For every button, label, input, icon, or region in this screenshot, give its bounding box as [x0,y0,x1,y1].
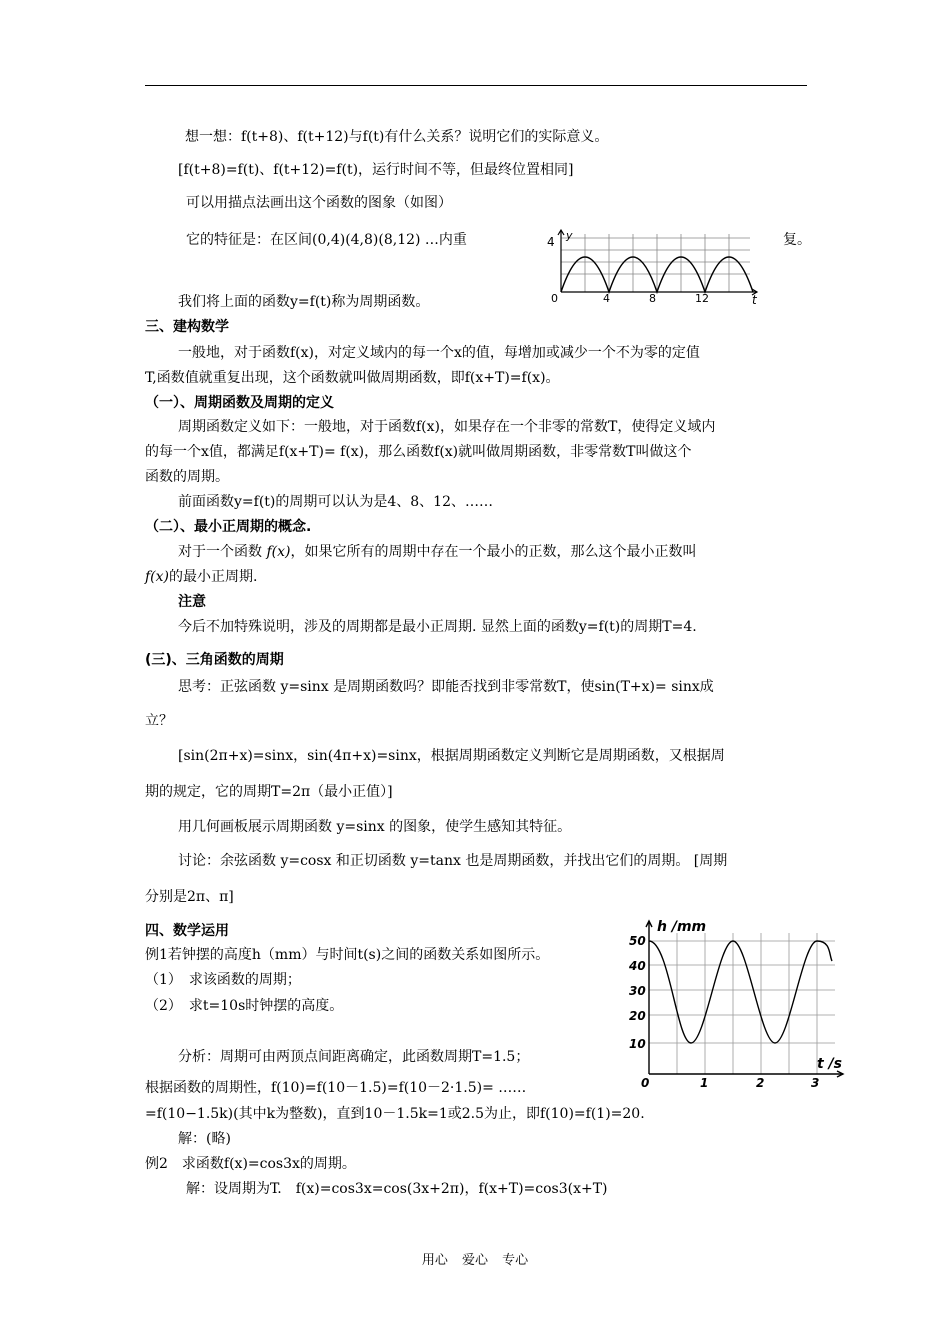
pendulum-y-tick-40: 40 [629,959,646,973]
footer-word-1: 用心 [421,1253,448,1268]
note-text: 今后不加特殊说明，涉及的周期都是最小正周期. 显然上面的函数y=f(t)的周期T=4. [178,619,697,635]
para1-line1: 一般地，对于函数f(x)，对定义域内的每一个x的值，每增加或减少一个不为零的定值 [178,345,700,361]
section-heading-3: 三、建构数学 [145,319,229,335]
page-footer [0,1249,950,1268]
solution-1: 解：(略) [178,1131,231,1147]
small-y-tick-4: 4 [547,235,555,249]
solution-2: 解：设周期为T. f(x)=cos3x=cos(3x+2π)，f(x+T)=cos3(x+T) [186,1181,608,1197]
question-1: （1） 求该函数的周期； [145,972,301,988]
definition-line1: 周期函数定义如下：一般地，对于函数f(x)，如果存在一个非零的常数T，使得定义域内 [178,419,716,435]
pendulum-graph [625,915,850,1090]
fx-italic-b: f(x) [145,569,170,585]
pendulum-x-tick-0: 0 [641,1076,650,1090]
period-examples-line: 前面函数y=f(t)的周期可以认为是4、8、12、…… [178,494,493,510]
para1-line2: T,函数值就重复出现，这个函数就叫做周期函数，即f(x+T)=f(x)。 [145,370,560,386]
small-grid [561,234,750,292]
sine-answer-line2: 期的规定，它的周期T=2π（最小正值）] [145,784,393,800]
small-x-tick-0: 0 [551,292,558,305]
discuss-line2: 分别是2π、π] [145,889,234,905]
periodic-graph-small [545,226,765,306]
feature-line: 它的特征是：在区间(0,4)(4,8)(8,12) …内重 [186,232,467,248]
pendulum-curve [649,941,832,1043]
analysis-line2: 根据函数的周期性，f(10)=f(10－1.5)=f(10－2·1.5)= …… [145,1080,527,1096]
called-periodic-line: 我们将上面的函数y=f(t)称为周期函数。 [178,294,430,310]
note-heading: 注意 [178,594,206,610]
pendulum-x-tick-2: 2 [756,1076,765,1090]
pendulum-x-tick-3: 3 [811,1076,820,1090]
pendulum-y-label: h /mm [657,919,707,935]
min-period-line1 [178,542,696,562]
definition-line2: 的每一个x值，都满足f(x+T)= f(x)，那么函数f(x)就叫做周期函数，非零常数T叫做这个 [145,444,692,460]
think-line: 想一想：f(t+8)、f(t+12)与f(t)有什么关系？说明它们的实际意义。 [185,129,609,145]
pendulum-y-tick-20: 20 [629,1009,646,1023]
analysis-line1: 分析：周期可由两顶点间距离确定，此函数周期T=1.5； [178,1049,530,1065]
subsection-3: (三)、三角函数的周期 [145,652,284,668]
question-2: （2） 求t=10s时钟摆的高度。 [145,998,344,1014]
small-x-tick-12: 12 [695,292,709,305]
min-period-text-a: 对于一个函数 [178,544,267,560]
small-axes [558,230,757,295]
header-rule [145,85,807,86]
small-x-tick-8: 8 [649,292,656,305]
sine-answer-line1: [sin(2π+x)=sinx，sin(4π+x)=sinx，根据周期函数定义判断它是周期函数，又根据周 [178,748,725,764]
think-sine-line1: 思考：正弦函数 y=sinx 是周期函数吗？即能否找到非零常数T，使sin(T+x)= sinx成 [178,679,714,695]
pendulum-y-tick-50: 50 [629,934,646,948]
subsection-1: （一）、周期函数及周期的定义 [145,395,334,411]
pendulum-axes [646,921,843,1077]
small-x-tick-4: 4 [603,292,610,305]
sketchpad-line: 用几何画板展示周期函数 y=sinx 的图象，使学生感知其特征。 [178,819,572,835]
min-period-text-c: 的最小正周期. [169,569,258,585]
think-sine-line2: 立？ [145,713,173,729]
definition-line3: 函数的周期。 [145,469,229,485]
pendulum-y-tick-30: 30 [629,984,646,998]
section-heading-4: 四、数学运用 [145,923,229,939]
pendulum-x-tick-1: 1 [700,1076,709,1090]
pendulum-y-tick-10: 10 [629,1037,646,1051]
small-y-label: y [566,229,573,242]
plot-line: 可以用描点法画出这个函数的图象（如图） [186,195,452,211]
footer-word-3: 专心 [502,1253,529,1268]
discuss-line1: 讨论：余弦函数 y=cosx 和正切函数 y=tanx 也是周期函数，并找出它们的周期。 [周期 [178,853,728,869]
example2-text: 例2 求函数f(x)=cos3x的周期。 [145,1156,356,1172]
pendulum-x-label: t /s [817,1056,843,1072]
analysis-line3: =f(10−1.5k)(其中k为整数)，直到10－1.5k=1或2.5为止，即f(10)=f(1)=20. [145,1106,645,1122]
fx-italic-a: f(x) [266,544,291,560]
answer-line: [f(t+8)=f(t)、f(t+12)=f(t)，运行时间不等，但最终位置相同] [178,162,574,178]
footer-word-2: 爱心 [461,1253,488,1268]
small-x-label: t [752,293,757,306]
feature-line-end: 复。 [783,232,811,248]
min-period-text-b: ，如果它所有的周期中存在一个最小的正数，那么这个最小正数叫 [290,544,697,560]
subsection-2: （二）、最小正周期的概念. [145,519,312,535]
min-period-line2 [145,567,257,587]
example1-text: 例1若钟摆的高度h（mm）与时间t(s)之间的函数关系如图所示。 [145,947,550,963]
